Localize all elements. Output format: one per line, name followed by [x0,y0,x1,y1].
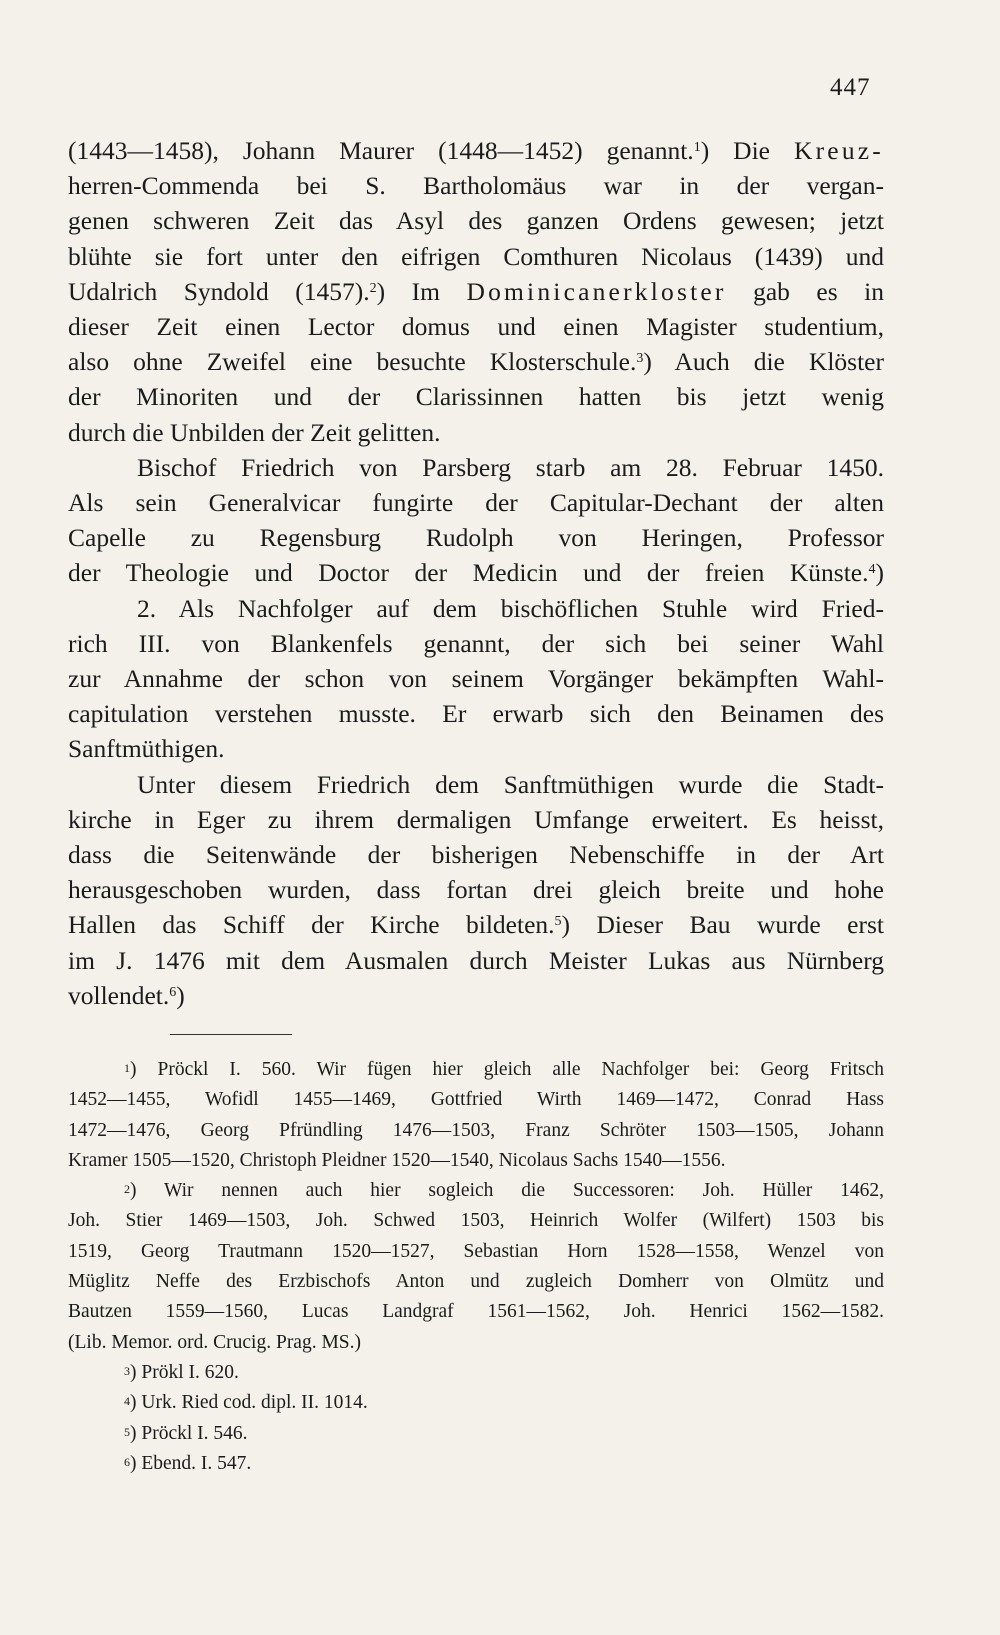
text-line [68,555,884,590]
footnote-ref: 6 [169,984,177,1000]
footnote-line: (Lib. Memor. ord. Crucig. Prag. MS.) [68,1331,362,1353]
text-segment: Im [385,276,467,306]
text-segment: Die [709,136,794,165]
footnote-marker: 2 [124,1182,130,1197]
footnote-marker: 1 [124,1061,130,1075]
footnote-line: 1452—1455, Wofidl 1455—1469, Gottfried Wirth 1469—1472, Conrad Hass [68,1089,884,1111]
text-line: capitulation verstehen musste. Er erwarb sich den Beinamen des [68,699,884,729]
footnote-marker: 3 [124,1363,130,1378]
footnote-ref: 5 [554,914,562,930]
footnote-text: ) Ebend. I. 547. [130,1452,252,1474]
footnote-text: ) Pröckl I. 560. Wir fügen hier gleich alle Nachfolger bei: Georg Fritsch [130,1059,884,1080]
text-line: Udalrich Syndold (1457).$^2$) Im Dominicanerkloster gab es in [68,276,884,306]
text-line: 2. Als Nachfolger auf dem bischöflichen Stuhle wird Fried- [137,593,884,623]
text-line: (1443—1458), Johann Maurer (1448—1452) genannt.$^1$) Die Kreuz- [68,136,884,165]
text-line: Sanftmüthigen. [68,734,225,764]
text-line: im J. 1476 mit dem Ausmalen durch Meister Lukas aus Nürnberg [68,945,884,975]
text-line: also ohne Zweifel eine besuchte Klosterschule.$^3$) Auch die Klöster [68,347,884,377]
footnote-line [68,1449,884,1479]
text-line: kirche in Eger zu ihrem dermaligen Umfange erweitert. Es heisst, [68,804,884,834]
text-line: dass die Seitenwände der bisherigen Nebenschiffe in der Art [68,840,884,870]
text-line: herausgeschoben wurden, dass fortan drei gleich breite und hohe [68,875,884,905]
text-segment: vollendet. [68,980,170,1010]
footnote-line [68,1358,884,1388]
footnote-text: ) Prökl I. 620. [130,1361,239,1383]
footnote-line [68,1176,884,1206]
footnote-marker: 4 [124,1394,130,1409]
text-line: genen schweren Zeit das Asyl des ganzen Ordens gewesen; jetzt [68,206,884,236]
text-line: Bischof Friedrich von Parsberg starb am 28. Februar 1450. [137,452,884,482]
text-line: der Minoriten und der Clarissinnen hatten bis jetzt wenig [68,382,884,412]
page-number: 447 [830,74,871,101]
footnote-line: Kramer 1505—1520, Christoph Pleidner 1520—1540, Nicolaus Sachs 1540—1556. [68,1149,726,1171]
main-text [68,133,884,1013]
footnote-text: ) Pröckl I. 546. [130,1422,248,1444]
footnote-line [68,1055,884,1085]
footnote-ref: 1 [693,140,701,155]
footnote-ref: 2 [369,280,377,296]
text-line: Capelle zu Regensburg Rudolph von Heringen, Professor [68,523,884,553]
footnote-marker: 5 [124,1424,130,1439]
text-segment: also ohne Zweifel eine besuchte Klosterschule. [68,347,637,377]
footnote-ref: 4 [868,562,876,578]
text-line: dieser Zeit einen Lector domus und einen Magister studentium, [68,312,884,342]
text-line: Unter diesem Friedrich dem Sanftmüthigen wurde die Stadt- [137,769,884,799]
text-line: rich III. von Blankenfels genannt, der sich bei seiner Wahl [68,628,884,658]
text-line: Als sein Generalvicar fungirte der Capitular-Dechant der alten [68,488,884,518]
text-segment: Udalrich Syndold (1457). [68,276,370,306]
footnote-line: Bautzen 1559—1560, Lucas Landgraf 1561—1562, Joh. Henrici 1562—1582. [68,1301,884,1323]
text-line [68,978,884,1013]
text-segment: gab es in [726,276,884,306]
footnote-line: 1519, Georg Trautmann 1520—1527, Sebastian Horn 1528—1558, Wenzel von [68,1240,884,1262]
footnote-ref: 3 [636,351,644,367]
text-segment: ) [176,980,185,1010]
footnote-line: Müglitz Neffe des Erzbischofs Anton und zugleich Domherr von Olmütz und [68,1271,884,1293]
footnote-marker: 6 [124,1454,130,1469]
spaced-text: Kreuz- [794,136,884,165]
footnote-text: ) Urk. Ried cod. dipl. II. 1014. [130,1392,368,1414]
text-segment: Auch die Klöster [651,347,884,377]
text-segment: ) [875,558,884,588]
footnote-line [68,1419,884,1449]
footnote-line [68,1388,884,1418]
text-line: blühte sie fort unter den eifrigen Comthuren Nicolaus (1439) und [68,241,884,271]
text-segment: der Theologie und Doctor der Medicin und der freien Künste. [68,558,869,588]
footnote-line: 1472—1476, Georg Pfründling 1476—1503, Franz Schröter 1503—1505, Johann [68,1119,884,1141]
text-segment: (1443—1458), Johann Maurer (1448—1452) genannt. [68,136,694,165]
text-line: zur Annahme der schon von seinem Vorgänger bekämpften Wahl- [68,664,884,694]
footnote-line: Joh. Stier 1469—1503, Joh. Schwed 1503, Heinrich Wolfer (Wilfert) 1503 bis [68,1210,884,1232]
footnote-divider [170,1034,292,1035]
text-segment: ) Dieser Bau wurde erst [561,910,884,940]
footnotes [68,1055,884,1479]
spaced-text: Dominicanerkloster [466,276,727,306]
text-segment: Hallen das Schiff der Kirche bildeten. [68,910,555,940]
text-line: herren-Commenda bei S. Bartholomäus war in der vergan- [68,171,884,201]
text-line: durch die Unbilden der Zeit gelitten. [68,417,441,447]
footnote-text: ) Wir nennen auch hier sogleich die Successoren: Joh. Hüller 1462, [130,1180,884,1202]
text-line [68,907,884,942]
